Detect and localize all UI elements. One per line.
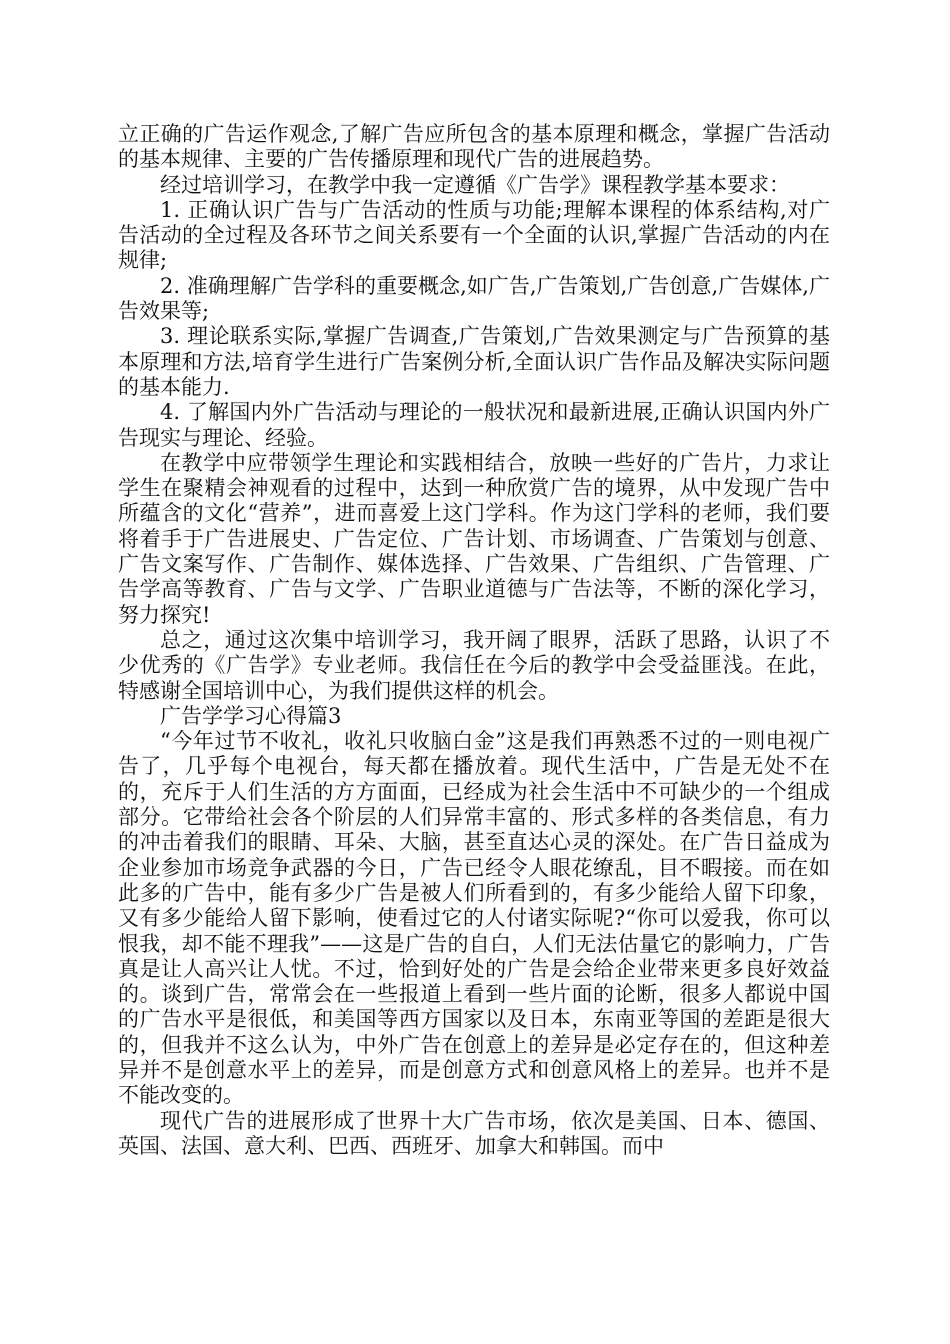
list-item-2: 2. 准确理解广告学科的重要概念,如广告,广告策划,广告创意,广告媒体,广告效果等; [118,273,830,324]
document-page [118,122,830,1159]
paragraph-teaching: 在教学中应带领学生理论和实践相结合，放映一些好的广告片，力求让学生在聚精会神观看的过程中，达到一种欣赏广告的境界，从中发现广告中所蕴含的文化“营养”，进而喜爱上这门学科。作为这门学科的老师，我们要将着手于广告进展史、广告定位、广告计划、市场调查、广告策划与创意、广告文案写作、广告制作、媒体选择、广告效果、广告组织、广告管理、广告学高等教育、广告与文学、广告职业道德与广告法等，不断的深化学习，努力探究! [118,450,830,627]
list-item-1: 1. 正确认识广告与广告活动的性质与功能;理解本课程的体系结构,对广告活动的全过程及各环节之间关系要有一个全面的认识,掌握广告活动的内在规律; [118,197,830,273]
section-heading: 广告学学习心得篇3 [160,703,342,728]
paragraph-tv-ad: “今年过节不收礼，收礼只收脑白金”这是我们再熟悉不过的一则电视广告了，几乎每个电视台，每天都在播放着。现代生活中，广告是无处不在的，充斥于人们生活的方方面面，已经成为社会生活中不可缺少的一个组成部分。它带给社会各个阶层的人们异常丰富的、形式多样的各类信息，有力的冲击着我们的眼睛、耳朵、大脑，甚至直达心灵的深处。在广告日益成为企业参加市场竞争武器的今日，广告已经令人眼花缭乱，目不暇接。而在如此多的广告中，能有多少广告是被人们所看到的，有多少能给人留下印象，又有多少能给人留下影响，使看过它的人付诸实际呢?“你可以爱我，你可以恨我，却不能不理我”——这是广告的自白，人们无法估量它的影响力，广告真是让人高兴让人忧。不过，恰到好处的广告是会给企业带来更多良好效益的。谈到广告，常常会在一些报道上看到一些片面的论断，很多人都说中国的广告水平是很低，和美国等西方国家以及日本，东南亚等国的差距是很大的，但我并不这么认为，中外广告在创意上的差异是必定存在的，但这种差异并不是创意水平上的差异，而是创意方式和创意风格上的差异。也并不是不能改变的。 [118,729,830,1108]
paragraph-summary: 总之，通过这次集中培训学习，我开阔了眼界，活跃了思路，认识了不少优秀的《广告学》专业老师。我信任在今后的教学中会受益匪浅。在此，特感谢全国培训中心，为我们提供这样的机会。 [118,627,830,703]
paragraph-requirements-intro: 经过培训学习，在教学中我一定遵循《广告学》课程教学基本要求： [160,172,790,197]
paragraph-markets: 现代广告的进展形成了世界十大广告市场，依次是美国、日本、德国、英国、法国、意大利、巴西、西班牙、加拿大和韩国。而中 [118,1108,830,1158]
list-item-3: 3. 理论联系实际,掌握广告调查,广告策划,广告效果测定与广告预算的基本原理和方法,培育学生进行广告案例分析,全面认识广告作品及解决实际问题的基本能力. [118,324,830,399]
paragraph-continued: 立正确的广告运作观念,了解广告应所包含的基本原理和概念，掌握广告活动的基本规律、主要的广告传播原理和现代广告的进展趋势。 [118,122,830,172]
list-item-4: 4. 了解国内外广告活动与理论的一般状况和最新进展,正确认识国内外广告现实与理论、经验。 [118,400,830,450]
